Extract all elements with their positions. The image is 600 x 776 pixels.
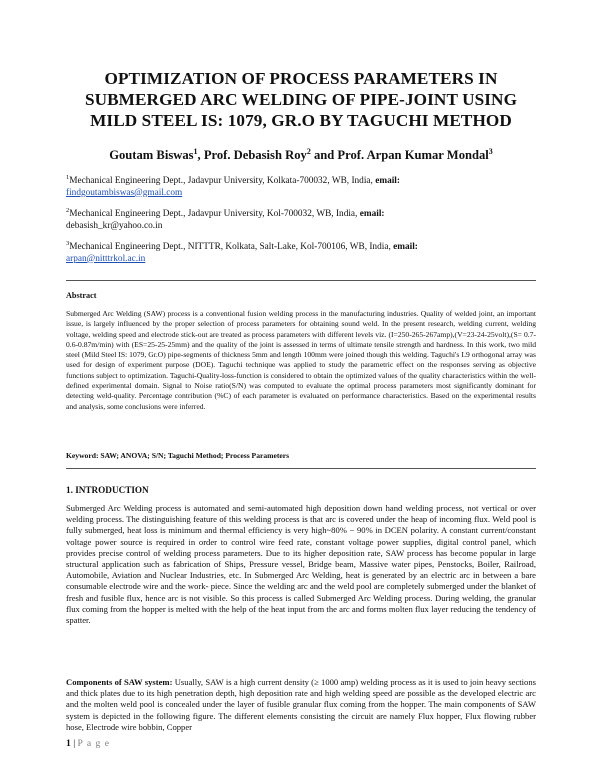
paragraph-text: Usually, SAW is a high current density (≥ 1000 amp) welding process as it is used to join heavy sections and thick plates due to its high penetration depth, high deposition rate and high welding speed are possible as the developed electric arc and the molten weld pool is concealed under the layer of fusible granular flux coming from the hopper. The main components of SAW system is depicted in the following figure. The different elements consisting the circuit are namely Flux hopper, Flux flowing rubber hose, Electrode wire bobbin, Copper — [66, 677, 536, 732]
affiliation-2 — [66, 205, 536, 232]
page-footer — [66, 738, 110, 749]
email-label: email: — [393, 242, 418, 253]
email-label: email: — [375, 176, 400, 187]
section-heading: 1. INTRODUCTION — [66, 485, 149, 495]
author-separator: , — [197, 148, 204, 163]
email-link[interactable]: arpan@nitttrkol.ac.in — [66, 253, 146, 264]
affiliation-1 — [66, 172, 536, 199]
abstract-heading: Abstract — [66, 291, 97, 300]
affiliation-sup: 3 — [66, 240, 70, 247]
author-name: Goutam Biswas — [109, 148, 194, 163]
author-sup: 2 — [306, 147, 311, 156]
abstract-text: Submerged Arc Welding (SAW) process is a conventional fusion welding process in the manufacturing industries. Quality of welded joint, an important issue, is largely influenced by the proper selection of process parameters for obtaining sound weld. In the present research, welding current, welding voltage, welding speed and electrode stick-out are treated as process parameters with different levels viz. (I=250-265-267amp),(V=23-24-25volt),(S= 0.7-0.6-0.87m/min) with (ES=25-25-25mm) and the quality of the joint is assessed in terms of ultimate tensile strength and hardness. In this work, two mild steel (Mild Steel IS: 1079, Gr.O) pipe-segments of thickness 5mm and length 100mm were joined though this welding. Taguchi's L9 orthogonal array was used for design of experiment purpose (DOE). Taguchi technique was applied to study the parametric effect on the responses serving as objective functions subject to optimization. Taguchi-Quality-loss-function is considered to obtain the optimized values of the quality characteristics within the well-defined experimental domain. Signal to Noise ratio(S/N) was computed to evaluate the optimal process parameters most significantly dominant for detecting weld-quality. Percentage contribution (%C) of each parameter is evaluated on performance characteristics. Based on the experimental results and analysis, some conclusions were inferred. — [66, 309, 536, 411]
affiliation-sup: 1 — [66, 174, 70, 181]
components-paragraph — [66, 677, 536, 733]
author-sup: 1 — [193, 147, 198, 156]
email-label: email: — [359, 209, 385, 220]
paper-title: OPTIMIZATION OF PROCESS PARAMETERS IN SUBMERGED ARC WELDING OF PIPE-JOINT USING MILD STEEL IS: 1079, GR.O BY TAGUCHI METHOD — [84, 69, 518, 130]
affiliation-sup: 2 — [66, 207, 70, 214]
author-name: Prof. Debasish Roy — [203, 148, 307, 163]
affiliation-text: Mechanical Engineering Dept., Jadavpur University, Kol-700032, WB, India, — [69, 209, 360, 220]
footer-separator: | — [70, 738, 78, 749]
paragraph-label: Components of SAW system: — [66, 677, 173, 687]
author-list — [66, 147, 536, 163]
page-label: P a g e — [77, 738, 111, 749]
author-sup: 3 — [488, 147, 493, 156]
keywords: Keyword: SAW; ANOVA; S/N; Taguchi Method; Process Parameters — [66, 451, 290, 460]
affiliation-3 — [66, 238, 536, 265]
page-number: 1 — [66, 738, 71, 749]
intro-paragraph: Submerged Arc Welding process is automated and semi-automated high deposition down hand welding process, not vertical or over welding process. The distinguishing feature of this welding process is that arc is covered under the heap of incoming flux. Weld pool is fully submerged, heat loss is minimum and thermal efficiency is very high~80% − 90% in DCEN polarity. A constant current/constant voltage power source is required in order to control wire feed rate, constant voltage power supplies, digital control panel, which provides precise control of welding process parameters. Due to its higher deposition rate, SAW process has become popular in large structural application such as fabrication of Ships, Pressure vessel, Bridge beam, Massive water pipes, Penstocks, Boiler, Railroad, Automobile, Aviation and Nuclear Industries, etc. In Submerged Arc Welding, heat is generated by an electric arc in between a bare consumable electrode wire and the work- piece. Since the welding arc and the weld pool are completely submerged under the blanket of fresh and fusible flux, hence arc is not visible. So this process is called Submerged Arc Welding process. During welding, the granular flux coming from the hopper is melted with the help of the heat input from the arc and forms molten flux layer reducing the tendency of spatter. — [66, 503, 536, 626]
author-separator: and — [310, 148, 338, 163]
divider-bottom — [66, 468, 536, 469]
affiliation-text: Mechanical Engineering Dept., NITTTR, Kolkata, Salt-Lake, Kol-700106, WB, India, — [69, 242, 394, 253]
author-name: Prof. Arpan Kumar Mondal — [337, 148, 489, 163]
affiliation-text: Mechanical Engineering Dept., Jadavpur University, Kolkata-700032, WB, India, — [69, 176, 376, 187]
divider-top — [66, 280, 536, 281]
email-text: debasish_kr@yahoo.co.in — [66, 220, 163, 231]
email-link[interactable]: findgoutambiswas@gmail.com — [66, 187, 183, 198]
